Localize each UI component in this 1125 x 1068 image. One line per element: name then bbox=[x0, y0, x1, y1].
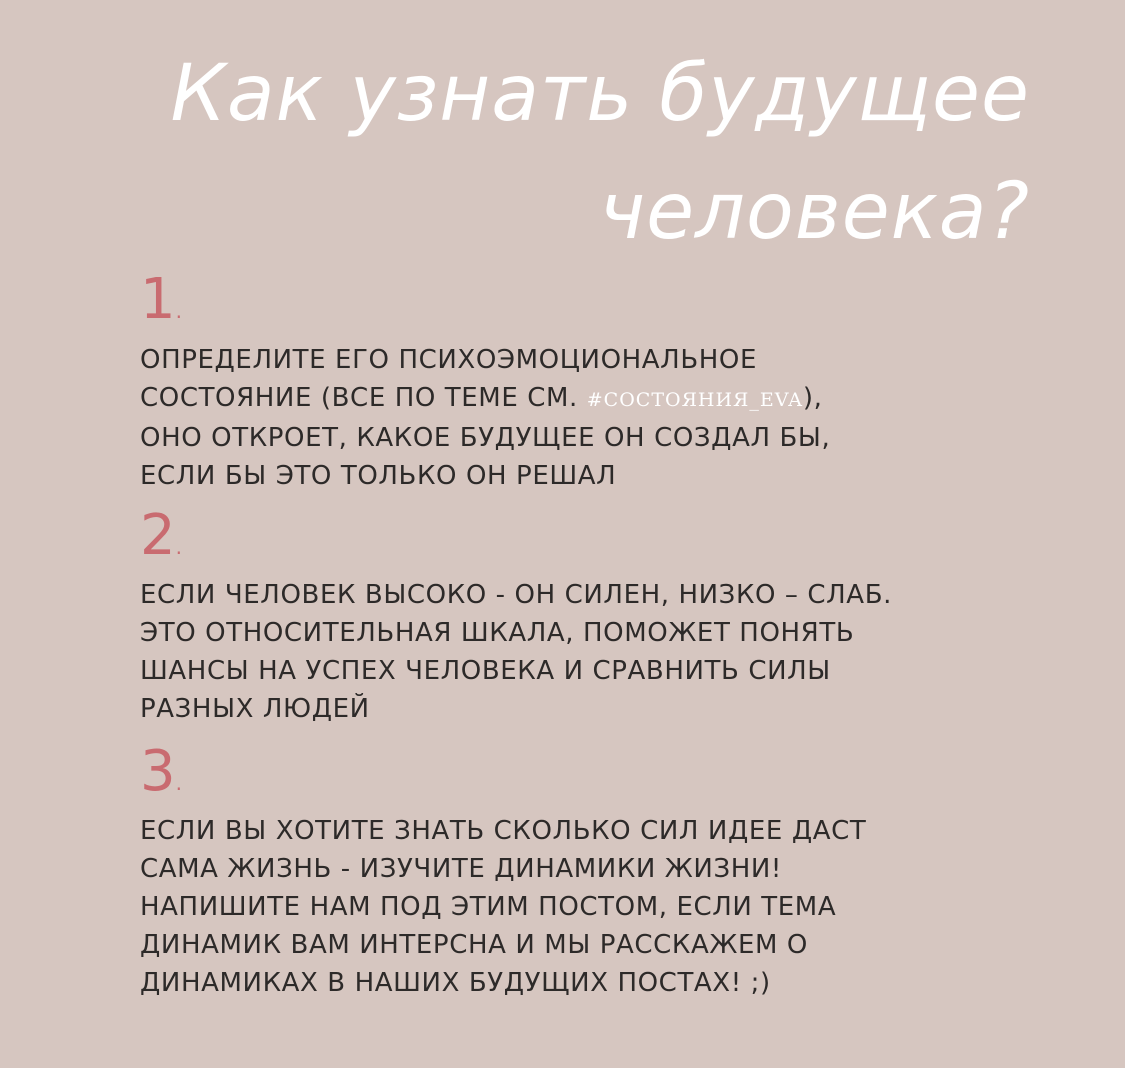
page-title-line-2: человека? bbox=[599, 167, 1030, 257]
section-number-1: 1. bbox=[140, 267, 182, 332]
section-3-line-5: ДИНАМИКАХ В НАШИХ БУДУЩИХ ПОСТАХ! ;) bbox=[140, 968, 771, 998]
section-text-2 bbox=[140, 576, 1040, 728]
section-number-3-digit: 3 bbox=[140, 739, 176, 804]
section-3-line-2: САМА ЖИЗНЬ - ИЗУЧИТЕ ДИНАМИКИ ЖИЗНИ! bbox=[140, 854, 782, 884]
section-1-line-2-suffix: ), bbox=[802, 383, 823, 413]
section-1-line-1: ОПРЕДЕЛИТЕ ЕГО ПСИХОЭМОЦИОНАЛЬНОЕ bbox=[140, 345, 757, 375]
section-number-2: 2. bbox=[140, 503, 182, 568]
section-3-line-3: НАПИШИТЕ НАМ ПОД ЭТИМ ПОСТОМ, ЕСЛИ ТЕМА bbox=[140, 892, 837, 922]
page-title bbox=[130, 35, 1030, 271]
section-1-line-2 bbox=[140, 379, 1040, 419]
section-number-1-digit: 1 bbox=[140, 267, 176, 332]
section-text-3 bbox=[140, 812, 1040, 1002]
section-text-1 bbox=[140, 341, 1040, 495]
section-number-3: 3. bbox=[140, 739, 182, 804]
section-number-2-digit: 2 bbox=[140, 503, 176, 568]
section-3-line-1: ЕСЛИ ВЫ ХОТИТЕ ЗНАТЬ СКОЛЬКО СИЛ ИДЕЕ ДАСТ bbox=[140, 816, 867, 846]
section-1-line-3: ОНО ОТКРОЕТ, КАКОЕ БУДУЩЕЕ ОН СОЗДАЛ БЫ, bbox=[140, 423, 831, 453]
section-2-line-3: ШАНСЫ НА УСПЕХ ЧЕЛОВЕКА И СРАВНИТЬ СИЛЫ bbox=[140, 656, 831, 686]
page-title-line-1: Как узнать будущее bbox=[170, 49, 1030, 139]
section-2-line-1: ЕСЛИ ЧЕЛОВЕК ВЫСОКО - ОН СИЛЕН, НИЗКО – СЛАБ. bbox=[140, 580, 892, 610]
section-1-line-2-prefix: СОСТОЯНИЕ (ВСЕ ПО ТЕМЕ СМ. bbox=[140, 383, 587, 413]
section-2-line-4: РАЗНЫХ ЛЮДЕЙ bbox=[140, 694, 370, 724]
section-2-line-2: ЭТО ОТНОСИТЕЛЬНАЯ ШКАЛА, ПОМОЖЕТ ПОНЯТЬ bbox=[140, 618, 855, 648]
hashtag-link[interactable]: #СОСТОЯНИЯ_EVA bbox=[586, 389, 803, 411]
section-3-line-4: ДИНАМИК ВАМ ИНТЕРСНА И МЫ РАССКАЖЕМ О bbox=[140, 930, 808, 960]
section-1-line-4: ЕСЛИ БЫ ЭТО ТОЛЬКО ОН РЕШАЛ bbox=[140, 461, 617, 491]
